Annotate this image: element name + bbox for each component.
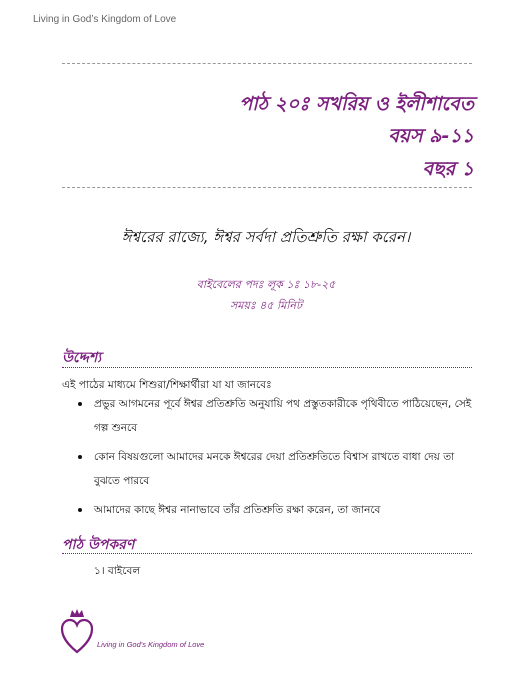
footer-text: Living in God's Kingdom of Love	[97, 640, 205, 649]
objectives-heading: উদ্দেশ্য	[62, 350, 102, 366]
title-divider	[62, 187, 472, 188]
page-header: Living in God’s Kingdom of Love	[33, 14, 177, 25]
objectives-underline	[62, 367, 472, 368]
age-group: বয়স ৯-১১	[388, 125, 474, 147]
objectives-intro: এই পাঠের মাধ্যমে শিশুরা/শিক্ষার্থীরা যা যা জানবেঃ	[62, 379, 272, 391]
duration: সময়ঃ ৪৫ মিনিট	[230, 299, 302, 312]
heart-crown-logo-icon	[60, 607, 94, 655]
materials-heading: পাঠ উপকরণ	[62, 537, 135, 553]
lesson-title: পাঠ ২০ঃ সখরিয় ও ইলীশাবেত	[239, 93, 474, 115]
materials-underline	[62, 553, 472, 554]
top-divider	[62, 63, 472, 64]
bible-reference: বাইবেলের পদঃ লূক ১ঃ ১৮-২৫	[196, 278, 336, 291]
list-item: আমাদের কাছে ঈশ্বর নানাভাবে তাঁর প্রতিশ্রুতি রক্ষা করেন, তা জানবে	[62, 498, 472, 522]
material-item: ১। বাইবেল	[94, 565, 141, 577]
list-item: প্রভুর আগমনের পূর্বে ঈশ্বর প্রতিশ্রুতি অনুযায়ি পথ প্রস্তুতকারীকে পৃথিবীতে পাঠিয়েছেন, সেই গল্প শুনবে	[62, 392, 472, 440]
objectives-list	[62, 392, 472, 527]
lesson-theme: ঈশ্বরের রাজ্যে, ঈশ্বর সর্বদা প্রতিশ্রুতি রক্ষা করেন।	[121, 228, 411, 246]
list-item: কোন বিষয়গুলো আমাদের মনকে ঈশ্বরের দেয়া প্রতিশ্রুতিতে বিশ্বাস রাখতে বাধা দেয় তা বুঝতে পারবে	[62, 445, 472, 493]
year-label: বছর ১	[422, 158, 474, 180]
